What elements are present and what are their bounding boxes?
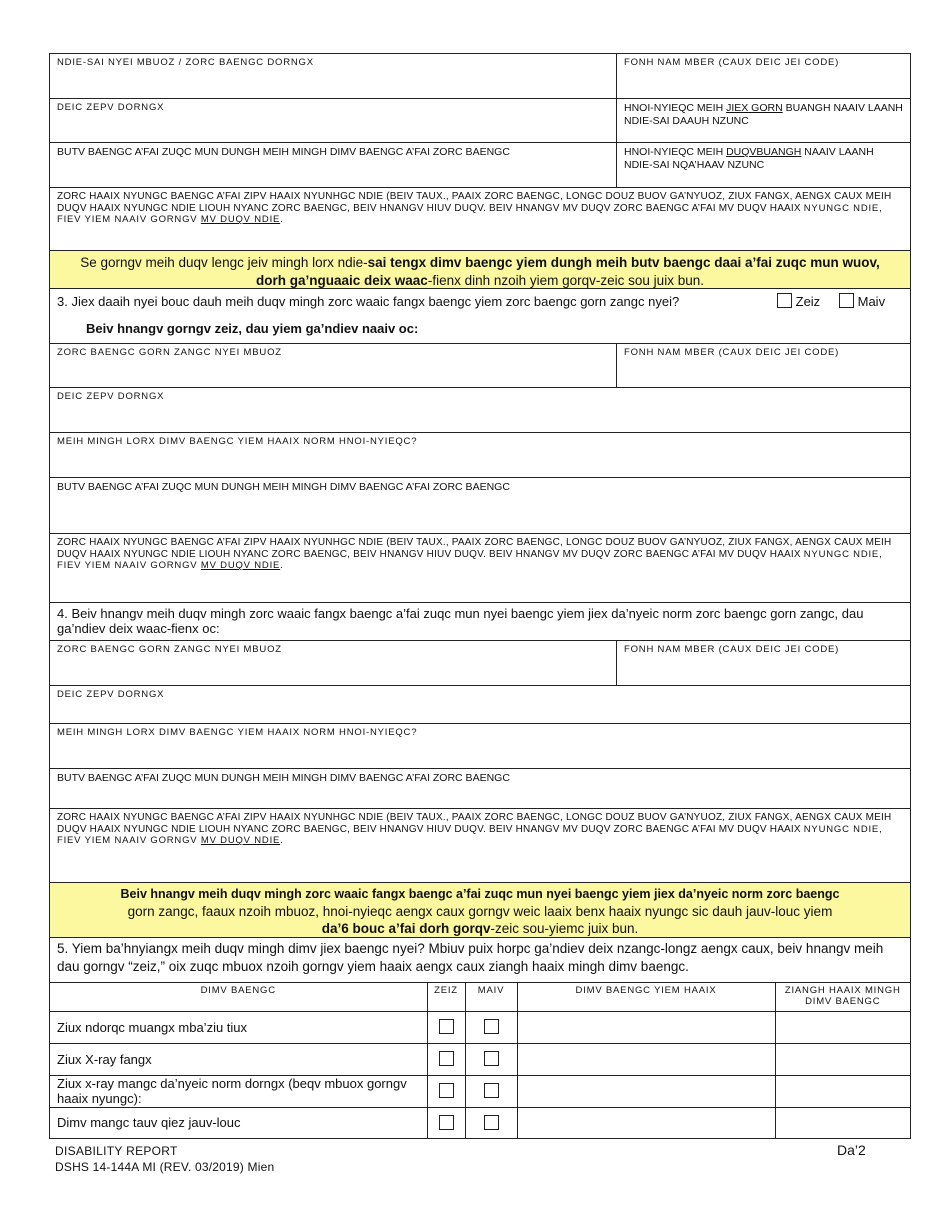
first-visit-label-a: HNOI-NYIEQC MEIH: [624, 102, 727, 114]
first-visit-label-u: JIEX GORN: [726, 102, 783, 114]
doctor-name-row: [50, 54, 910, 99]
banner1-b: sai tengx dimv baengc yiem dungh meih butv baengc daai a’fai zuqc mun wuov, dorh ga’nguaaic deix waac: [256, 255, 880, 288]
hospital2-tests-tail: NYUNGC NDIE, FIEV YIEM NAAIV GORNGV: [57, 823, 883, 846]
no-checkbox[interactable]: [484, 1019, 499, 1034]
banner2-line3a: da’6 bouc a’fai dorh gorqv: [321, 921, 491, 936]
question-5: [50, 938, 910, 983]
hospital-treatment-field[interactable]: [50, 478, 910, 533]
q3-no-checkbox[interactable]: [839, 293, 854, 308]
no-checkbox[interactable]: [484, 1115, 499, 1130]
no-checkbox[interactable]: [484, 1051, 499, 1066]
footer-form-number: DSHS 14-144A MI (REV. 03/2019) Mien: [55, 1160, 275, 1174]
table-row: [50, 1011, 910, 1043]
hospital2-tests-row: [50, 809, 910, 883]
note-banner-1: [50, 251, 910, 289]
question-5-text-wrap: [50, 938, 910, 976]
hospital2-treatment-row: [50, 769, 910, 809]
hospital-tests-row: [50, 534, 910, 603]
tests-label-u: MV DUQV NDIE: [200, 214, 281, 225]
tests-row: [50, 188, 910, 251]
tests-table: [50, 983, 910, 1139]
question-3: [50, 289, 910, 344]
hospital-name-label: ZORC BAENGC GORN ZANGC NYEI MBUOZ: [57, 347, 282, 358]
doctor-phone-label: FONH NAM MBER (CAUX DEIC JEI CODE): [624, 57, 840, 68]
first-visit-label-b: BUANGH NAAIV LAANH NDIE-SAI DAAUH NZUNC: [624, 102, 903, 127]
when-input[interactable]: [775, 1107, 910, 1138]
tests-label-tail: NYUNGC NDIE, FIEV YIEM NAAIV GORNGV: [57, 202, 883, 225]
hospital-row: [50, 344, 910, 388]
table-row: [50, 1043, 910, 1075]
yes-checkbox[interactable]: [439, 1051, 454, 1066]
hospital-tests-tail: NYUNGC NDIE, FIEV YIEM NAAIV GORNGV: [57, 548, 883, 571]
col-header-test: DIMV BAENGC: [50, 983, 427, 1011]
col-header-where: DIMV BAENGC YIEM HAAIX: [517, 983, 775, 1011]
treatment-row: [50, 143, 910, 188]
hospital-treatment-label: BUTV BAENGC A’FAI ZUQC MUN DUNGH MEIH MINGH DIMV BAENGC A’FAI ZORC BAENGC: [57, 481, 510, 493]
hospital2-address-row: [50, 686, 910, 724]
hospital2-treatment-field[interactable]: [50, 769, 910, 808]
q3-no-label: Maiv: [857, 294, 886, 309]
col-header-when: ZIANGH HAAIX MINGH DIMV BAENGC: [775, 983, 910, 1011]
page-number: Da’2: [837, 1142, 866, 1158]
banner2-line1: Beiv hnangv meih duqv mingh zorc waaic fangx baengc a’fai zuqc mun nyei baengc yiem jiex da’nyeic norm zorc baengc: [120, 887, 840, 901]
hospital2-tests-u: MV DUQV NDIE: [200, 835, 281, 846]
tests-field[interactable]: [50, 188, 910, 250]
hospital2-name-field[interactable]: [50, 641, 616, 685]
test-label: Ziux x-ray mangc da’nyeic norm dorngx (beqv mbuox gorngv haaix nyungc):: [50, 1075, 427, 1107]
last-visit-label-a: HNOI-NYIEQC MEIH: [624, 146, 727, 158]
hospital2-address-field[interactable]: [50, 686, 910, 723]
banner2-line3b: -zeic sou-yiemc juix bun.: [490, 921, 639, 936]
tests-label: ZORC HAAIX NYUNGC BAENGC A’FAI ZIPV HAAIX NYUNHGC NDIE (BEIV TAUX., PAAIX ZORC BAENGC, LONGC DOUZ BUOV GA’NYUOZ, ZIUX FANGX, AENGX CAUX MEIH DUQV HAAIX NYUNGC NDIE LIOUH NYANC ZORC BAENGC, BEIV HNANGV HIUV DUQV. BEIV HNANGV MV DUQV ZORC BAENGC A’FAI MV DUQV HAAIX: [57, 191, 892, 214]
question-3-text: 3. Jiex daaih nyei bouc dauh meih duqv mingh zorc waaic fangx baengc yiem zorc baengc gorn zangc nyei?: [57, 294, 680, 309]
q3-yes-option[interactable]: [777, 293, 820, 310]
hospital-tests-end: .: [280, 560, 284, 571]
hospital-treatment-row: [50, 478, 910, 534]
q3-yes-label: Zeiz: [795, 294, 821, 309]
no-checkbox[interactable]: [484, 1083, 499, 1098]
hospital-phone-label: FONH NAM MBER (CAUX DEIC JEI CODE): [624, 347, 840, 358]
hospital2-name-label: ZORC BAENGC GORN ZANGC NYEI MBUOZ: [57, 644, 282, 655]
form-frame: [49, 53, 911, 1139]
hospital-phone-field[interactable]: [616, 344, 910, 387]
last-visit-field[interactable]: [616, 143, 910, 187]
doctor-address-field[interactable]: [50, 99, 616, 142]
yes-checkbox[interactable]: [439, 1115, 454, 1130]
hospital2-phone-label: FONH NAM MBER (CAUX DEIC JEI CODE): [624, 644, 840, 655]
doctor-phone-field[interactable]: [616, 54, 910, 98]
hospital2-date-label: MEIH MINGH LORX DIMV BAENGC YIEM HAAIX NORM HNOI-NYIEQC?: [57, 727, 418, 738]
banner1-a: Se gorngv meih duqv lengc jeiv mingh lorx ndie-: [80, 255, 368, 270]
when-input[interactable]: [775, 1011, 910, 1043]
last-visit-label-u: DUQVBUANGH: [726, 146, 802, 158]
hospital2-tests-label: ZORC HAAIX NYUNGC BAENGC A’FAI ZIPV HAAIX NYUNHGC NDIE (BEIV TAUX., PAAIX ZORC BAENGC, LONGC DOUZ BUOV GA’NYUOZ, ZIUX FANGX, AENGX CAUX MEIH DUQV HAAIX NYUNGC NDIE LIOUH NYANC ZORC BAENGC, BEIV HNANGV HIUV DUQV. BEIV HNANGV MV DUQV ZORC BAENGC A’FAI MV DUQV HAAIX: [57, 812, 892, 835]
question-3-instruction: Beiv hnangv gorngv zeiz, dau yiem ga’ndiev naaiv oc:: [86, 321, 419, 336]
q3-no-option[interactable]: [839, 293, 885, 310]
hospital2-tests-field[interactable]: [50, 809, 910, 882]
table-row: [50, 1107, 910, 1138]
question-4-text: 4. Beiv hnangv meih duqv mingh zorc waaic fangx baengc a’fai zuqc mun nyei baengc yiem jiex da’nyeic norm zorc baengc gorn zangc, dau ga’ndiev deix waac-fienx oc:: [57, 606, 864, 636]
treatment-label: BUTV BAENGC A’FAI ZUQC MUN DUNGH MEIH MINGH DIMV BAENGC A’FAI ZORC BAENGC: [57, 146, 510, 158]
tests-label-end: .: [280, 214, 284, 225]
hospital-tests-u: MV DUQV NDIE: [200, 560, 281, 571]
question-5-text: 5. Yiem ba’hnyiangx meih duqv mingh dimv jiex baengc nyei? Mbiuv puix horpc ga’ndiev deix nzangc-longz aengx caux, beiv hnangv meih dau gorngv “zeiz,” oix zuqc mbuox nzoih gorngv yiem haaix aengx caux ziangh haaix mingh dimv baengc.: [57, 941, 884, 974]
hospital-date-row: [50, 433, 910, 478]
hospital2-date-row: [50, 724, 910, 769]
first-visit-field[interactable]: [616, 99, 910, 142]
hospital2-row: [50, 641, 910, 686]
hospital2-address-label: DEIC ZEPV DORNGX: [57, 689, 165, 700]
banner1-c: -fienx dinh nzoih yiem gorqv-zeic sou juix bun.: [427, 273, 704, 288]
tests-table-header: [50, 983, 910, 1011]
last-visit-label-b: NAAIV LAANH NDIE-SAI NQA’HAAV NZUNC: [624, 146, 874, 171]
where-input[interactable]: [517, 1043, 775, 1075]
hospital-tests-field[interactable]: [50, 534, 910, 602]
yes-checkbox[interactable]: [439, 1083, 454, 1098]
hospital-address-label: DEIC ZEPV DORNGX: [57, 391, 165, 402]
banner2-line2: gorn zangc, faaux nzoih mbuoz, hnoi-nyieqc aengx caux gorngv weic laaix benx haaix nyungc sic dauh jauv-louc yiem: [127, 904, 833, 919]
note-banner-2: [50, 883, 910, 938]
doctor-address-row: [50, 99, 910, 143]
hospital2-treatment-label: BUTV BAENGC A’FAI ZUQC MUN DUNGH MEIH MINGH DIMV BAENGC A’FAI ZORC BAENGC: [57, 772, 510, 784]
hospital2-tests-end: .: [280, 835, 284, 846]
hospital-date-field[interactable]: [50, 433, 910, 477]
hospital-name-field[interactable]: [50, 344, 616, 387]
doctor-name-field[interactable]: [50, 54, 616, 98]
question-4: [50, 603, 910, 641]
hospital-tests-label: ZORC HAAIX NYUNGC BAENGC A’FAI ZIPV HAAIX NYUNHGC NDIE (BEIV TAUX., PAAIX ZORC BAENGC, LONGC DOUZ BUOV GA’NYUOZ, ZIUX FANGX, AENGX CAUX MEIH DUQV HAAIX NYUNGC NDIE LIOUH NYANC ZORC BAENGC, BEIV HNANGV HIUV DUQV. BEIV HNANGV MV DUQV ZORC BAENGC A’FAI MV DUQV HAAIX: [57, 537, 892, 560]
col-header-yes: ZEIZ: [427, 983, 465, 1011]
hospital2-date-field[interactable]: [50, 724, 910, 768]
q3-yes-checkbox[interactable]: [777, 293, 792, 308]
doctor-address-label: DEIC ZEPV DORNGX: [57, 102, 165, 113]
yes-checkbox[interactable]: [439, 1019, 454, 1034]
test-label: Ziux X-ray fangx: [50, 1043, 427, 1075]
col-header-no: MAIV: [465, 983, 517, 1011]
test-label: Dimv mangc tauv qiez jauv-louc: [50, 1107, 427, 1138]
where-input[interactable]: [517, 1075, 775, 1107]
table-row: [50, 1075, 910, 1107]
doctor-name-label: NDIE-SAI NYEI MBUOZ / ZORC BAENGC DORNGX: [57, 57, 314, 68]
where-input[interactable]: [517, 1107, 775, 1138]
when-input[interactable]: [775, 1043, 910, 1075]
treatment-field[interactable]: [50, 143, 616, 187]
hospital-date-label: MEIH MINGH LORX DIMV BAENGC YIEM HAAIX NORM HNOI-NYIEQC?: [57, 436, 418, 447]
when-input[interactable]: [775, 1075, 910, 1107]
test-label: Ziux ndorqc muangx mba’ziu tiux: [50, 1011, 427, 1043]
where-input[interactable]: [517, 1011, 775, 1043]
footer-title: DISABILITY REPORT: [55, 1144, 178, 1158]
hospital-address-field[interactable]: [50, 388, 910, 432]
hospital-address-row: [50, 388, 910, 433]
hospital2-phone-field[interactable]: [616, 641, 910, 685]
